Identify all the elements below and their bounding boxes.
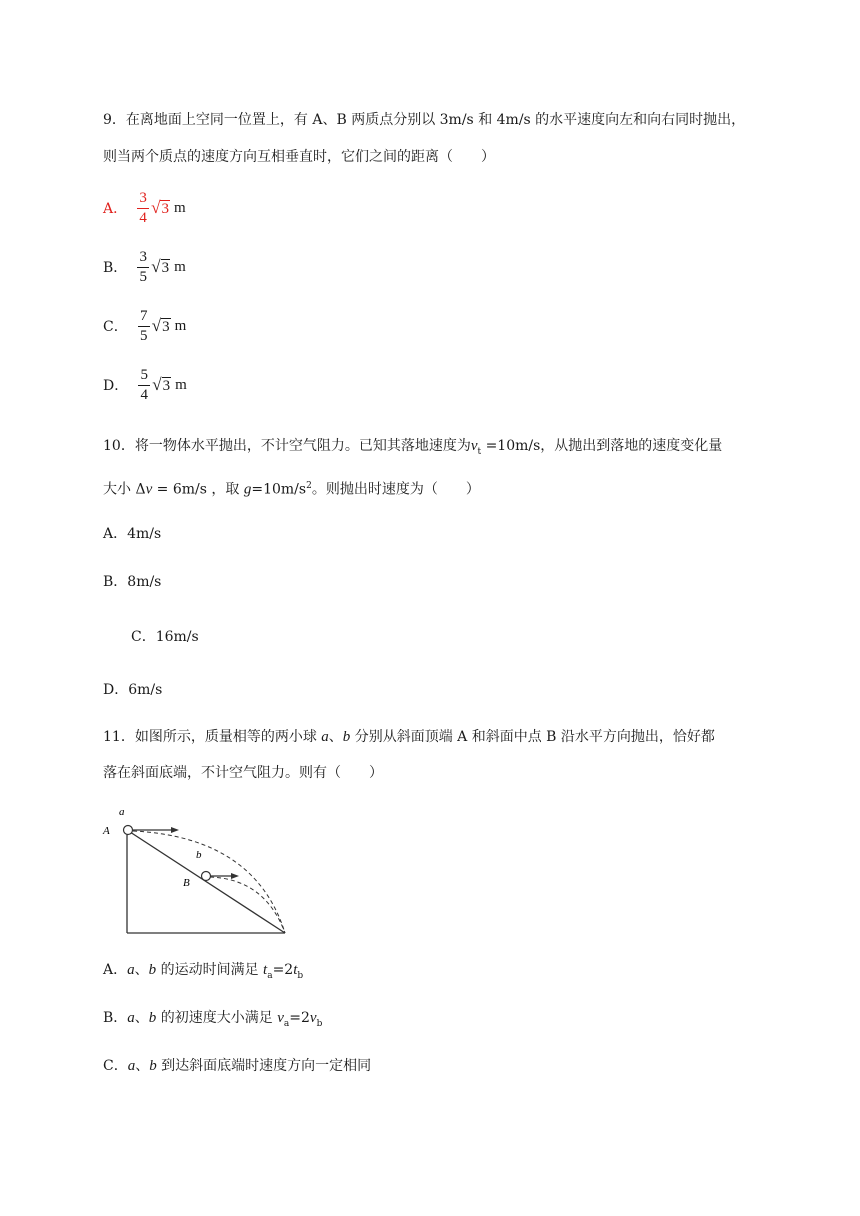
square-root: √ 3 (151, 316, 170, 335)
ball-a (124, 826, 133, 835)
arrow-head-b (231, 873, 239, 879)
option-label: B． (103, 260, 128, 276)
q9-option-b (103, 245, 186, 289)
denominator: 4 (139, 209, 147, 226)
unit: m (174, 317, 187, 334)
q10-option-b: B．8m/s (103, 574, 162, 590)
label-a: a (119, 806, 125, 818)
denominator: 4 (140, 386, 148, 403)
q10-stem-line1: 10．将一物体水平抛出，不计空气阻力。已知其落地速度为$v_t =10m/s$，从抛出到落地的速度变化量 (103, 438, 723, 457)
radicand: 3 (162, 318, 170, 335)
q11-stem-line2: 落在斜面底端，不计空气阻力。则有（ ） (103, 765, 383, 781)
q10-stem-line2: 大小 Δv = 6m/s ，取 $g=10m/s^2$。则抛出时速度为（ ） (103, 481, 480, 498)
q10-option-d: D．6m/s (103, 682, 163, 698)
label-A: A (103, 825, 110, 837)
q11-option-c: C．a、b 到达斜面底端时速度方向一定相同 (103, 1058, 372, 1074)
fraction (138, 367, 150, 404)
square-root: √ 3 (151, 198, 169, 217)
option-label: A． (103, 201, 128, 217)
trajectory-b (210, 877, 285, 933)
numerator: 3 (139, 248, 148, 265)
q10-option-a: A．4m/s (103, 526, 162, 542)
q11-stem-line1: 11．如图所示，质量相等的两小球 a、b 分别从斜面顶端 A 和斜面中点 B 沿水平方向抛出，恰好都 (103, 729, 715, 745)
unit: m (173, 199, 186, 216)
numerator: 7 (139, 307, 148, 324)
unit: m (175, 376, 187, 393)
q10-option-c: C．16m/s (131, 629, 199, 645)
fraction (137, 190, 149, 227)
radicand: 3 (161, 200, 169, 217)
option-label: D． (103, 378, 129, 394)
option-label: C． (103, 319, 128, 335)
numerator: 3 (139, 189, 147, 206)
square-root: √ 3 (151, 257, 170, 276)
denominator: 5 (139, 268, 148, 285)
label-B: B (183, 877, 190, 889)
q9-stem-line1: 9．在离地面上空同一位置上，有 A、B 两质点分别以 3m/s 和 4m/s 的水平速度向左和向右同时抛出， (103, 112, 746, 128)
label-b: b (196, 849, 202, 861)
ball-b (202, 872, 211, 881)
numerator: 5 (140, 366, 148, 383)
q9-stem-line2: 则当两个质点的速度方向互相垂直时，它们之间的距离（ ） (103, 149, 495, 165)
q9-option-c (103, 304, 186, 348)
incline-slope (127, 830, 285, 933)
fraction (137, 249, 149, 286)
fraction (138, 308, 150, 345)
q9-option-a (103, 186, 186, 230)
square-root: √ 3 (152, 375, 171, 394)
incline-projectile-figure (95, 795, 295, 940)
arrow-head-a (171, 827, 179, 833)
radicand: 3 (162, 377, 171, 394)
q11-option-a: A．a、b 的运动时间满足 $t_a=2t_b$ (103, 962, 304, 981)
denominator: 5 (139, 327, 148, 344)
q9-option-d (103, 363, 187, 407)
q11-option-b: B．a、b 的初速度大小满足 $v_a=2v_b$ (103, 1010, 323, 1029)
unit: m (174, 258, 186, 275)
radicand: 3 (161, 259, 170, 276)
